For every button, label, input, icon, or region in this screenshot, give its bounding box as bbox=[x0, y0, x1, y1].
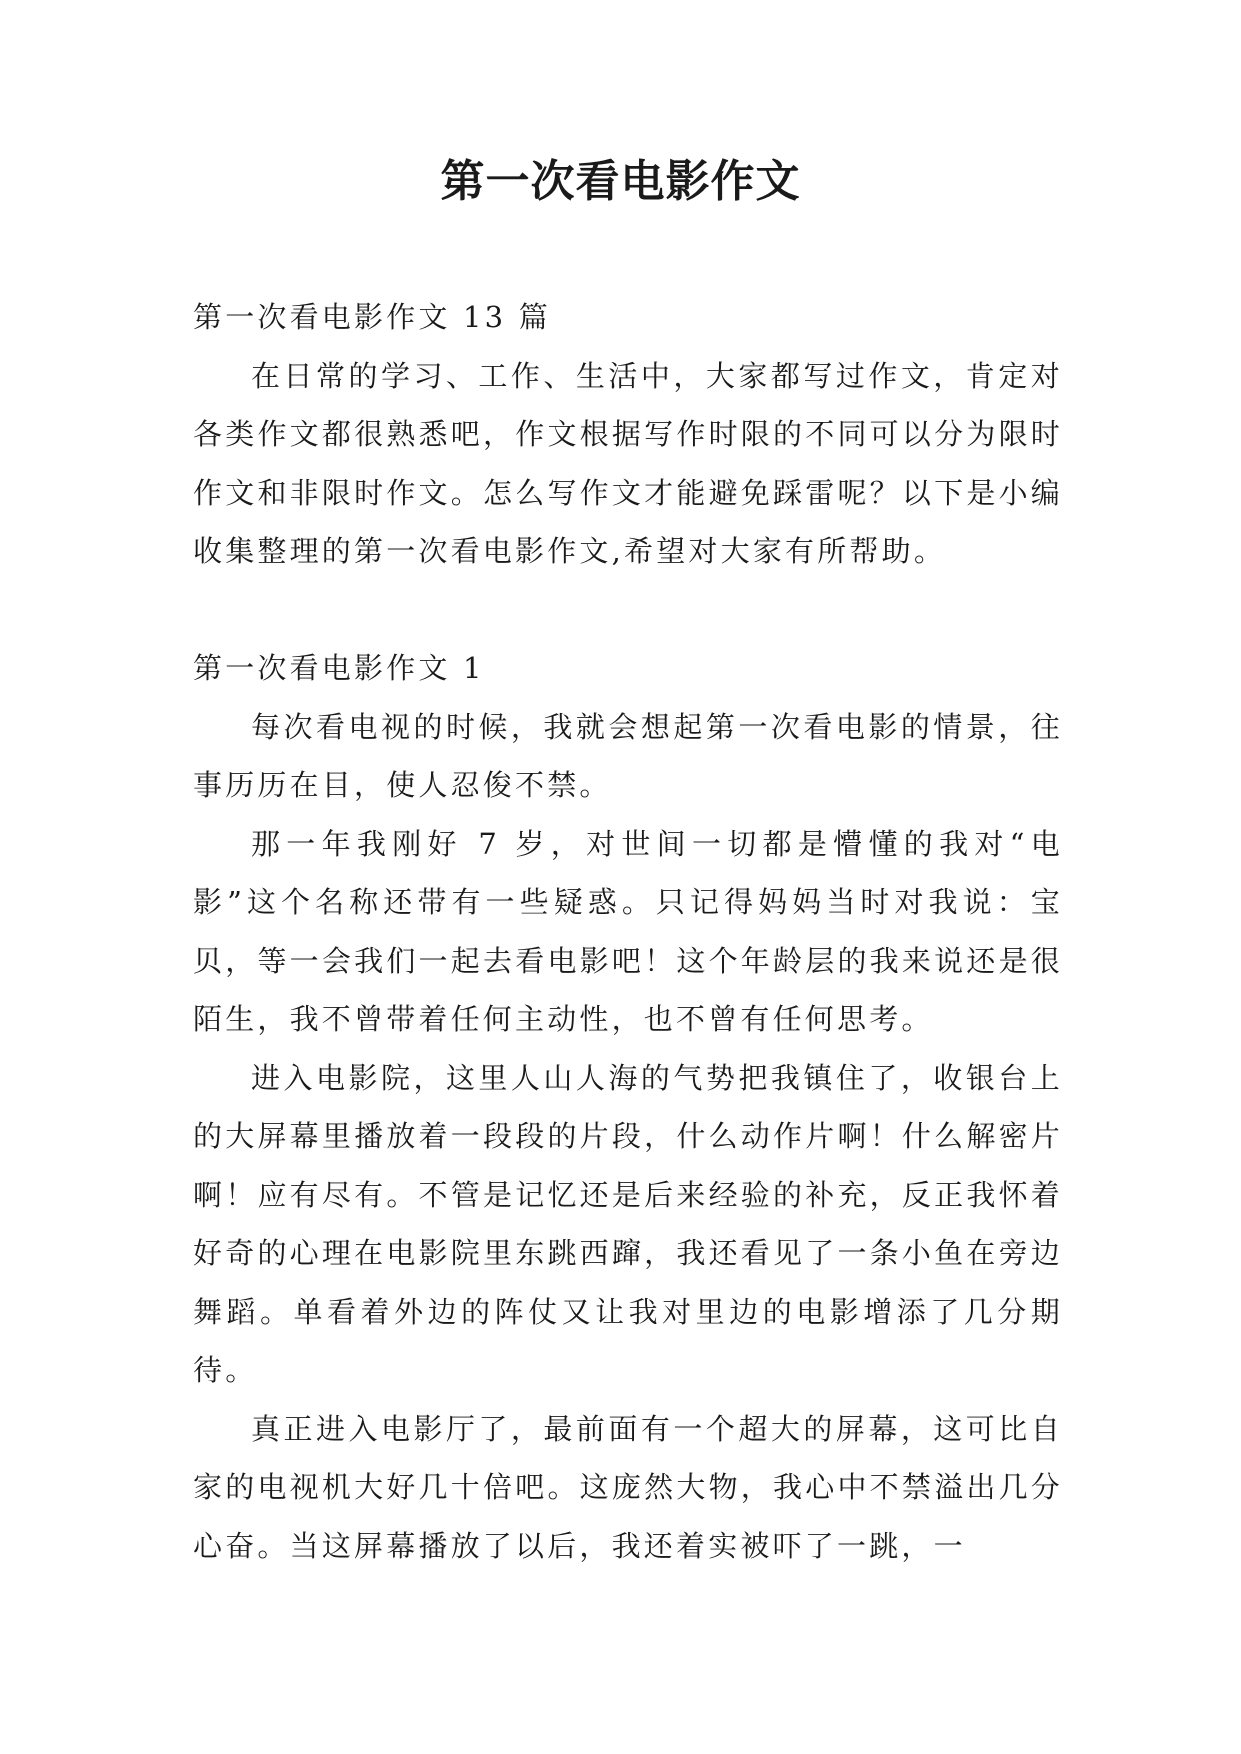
body-paragraph-1: 每次看电视的时候，我就会想起第一次看电影的情景，往事历历在目，使人忍俊不禁。 bbox=[193, 709, 1063, 802]
section-spacer bbox=[193, 581, 1063, 640]
intro-paragraph: 在日常的学习、工作、生活中，大家都写过作文，肯定对各类作文都很熟悉吧，作文根据写作时限的不同可以分为限时作文和非限时作文。怎么写作文才能避免踩雷呢？以下是小编收集整理的第一次看电影作文,希望对大家有所帮助。 bbox=[193, 358, 1063, 568]
body-paragraph-3: 进入电影院，这里人山人海的气势把我镇住了，收银台上的大屏幕里播放着一段段的片段，什么动作片啊！什么解密片啊！应有尽有。不管是记忆还是后来经验的补充，反正我怀着好奇的心理在电影院里东跳西蹿，我还看见了一条小鱼在旁边舞蹈。单看着外边的阵仗又让我对里边的电影增添了几分期待。 bbox=[193, 1060, 1063, 1387]
document-body bbox=[193, 288, 1063, 1575]
section-heading: 第一次看电影作文 1 bbox=[193, 651, 485, 685]
body-paragraph-2: 那一年我刚好 7 岁，对世间一切都是懵懂的我对“电影”这个名称还带有一些疑惑。只记得妈妈当时对我说：宝贝，等一会我们一起去看电影吧！这个年龄层的我来说还是很陌生，我不曾带着任何主动性，也不曾有任何思考。 bbox=[193, 826, 1063, 1036]
body-paragraph-4: 真正进入电影厅了，最前面有一个超大的屏幕，这可比自家的电视机大好几十倍吧。这庞然大物，我心中不禁溢出几分心奋。当这屏幕播放了以后，我还着实被吓了一跳，一 bbox=[193, 1411, 1063, 1563]
document-title: 第一次看电影作文 bbox=[440, 156, 801, 207]
collection-subtitle: 第一次看电影作文 13 篇 bbox=[193, 300, 551, 334]
